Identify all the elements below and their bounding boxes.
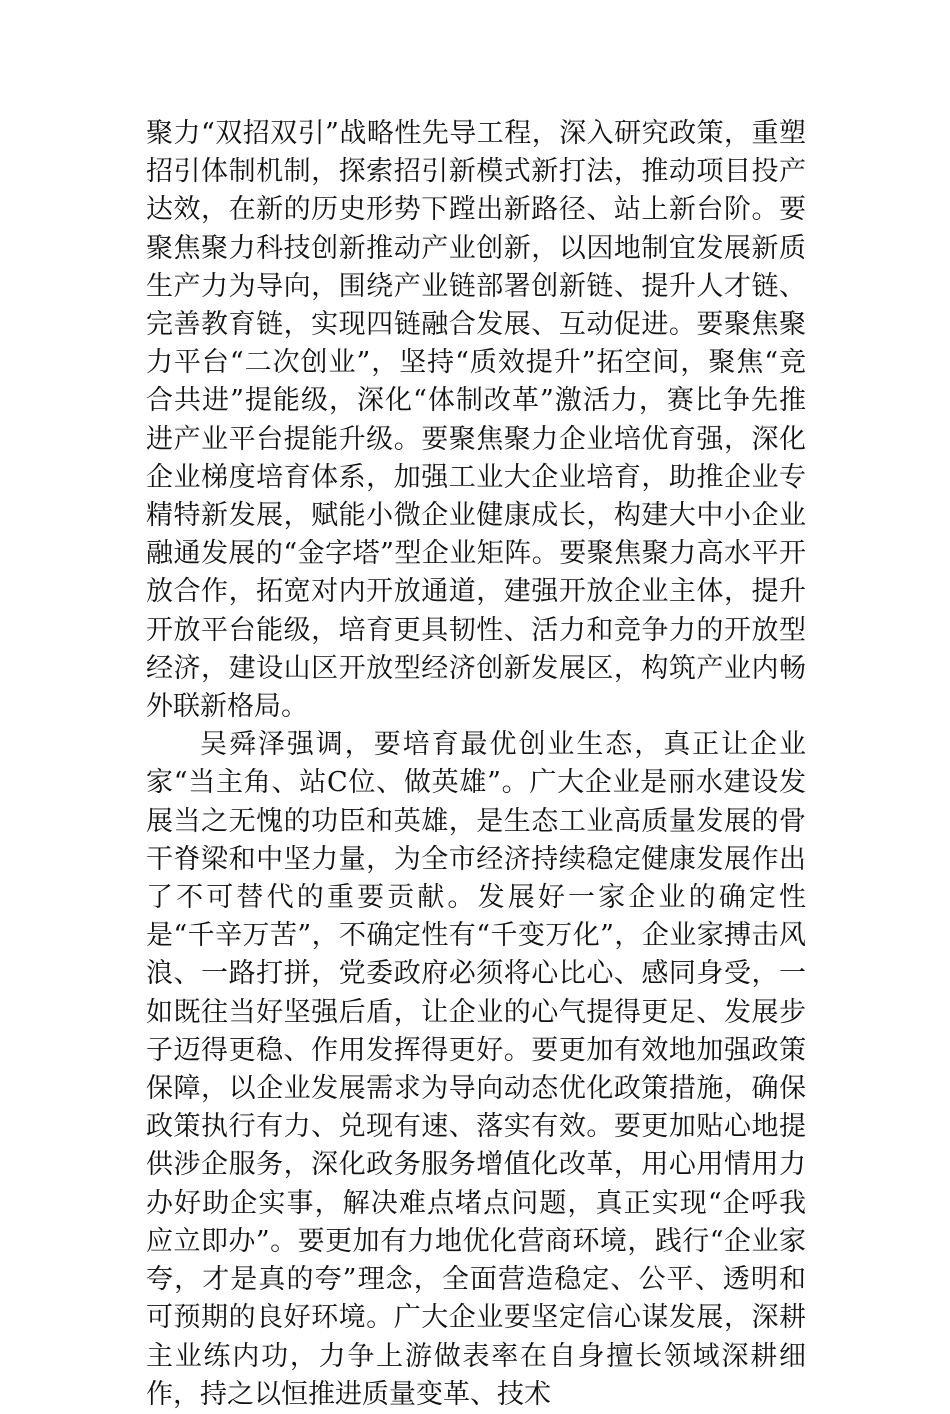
- paragraph-continued: 聚力“双招双引”战略性先导工程，深入研究政策，重塑招引体制机制，探索招引新模式新打法，推动项目投产达效，在新的历史形势下蹚出新路径、站上新台阶。要聚焦聚力科技创新推动产业创新，以因地制宜发展新质生产力为导向，围绕产业链部署创新链、提升人才链、完善教育链，实现四链融合发展、互动促进。要聚焦聚力平台“二次创业”，坚持“质效提升”拓空间，聚焦“竞合共进”提能级，深化“体制改革”激活力，赛比争先推进产业平台提能升级。要聚焦聚力企业培优育强，深化企业梯度培育体系，加强工业大企业培育，助推企业专精特新发展，赋能小微企业健康成长，构建大中小企业融通发展的“金字塔”型企业矩阵。要聚焦聚力高水平开放合作，拓宽对内开放通道，建强开放企业主体，提升开放平台能级，培育更具韧性、活力和竞争力的开放型经济，建设山区开放型经济创新发展区，构筑产业内畅外联新格局。: [146, 118, 806, 723]
- paragraph: 吴舜泽强调，要培育最优创业生态，真正让企业家“当主角、站C位、做英雄”。广大企业是丽水建设发展当之无愧的功臣和英雄，是生态工业高质量发展的骨干脊梁和中坚力量，为全市经济持续稳定健康发展作出了不可替代的重要贡献。发展好一家企业的确定性是“千辛万苦”，不确定性有“千变万化”，企业家搏击风浪、一路打拼，党委政府必须将心比心、感同身受，一如既往当好坚强后盾，让企业的心气提得更足、发展步子迈得更稳、作用发挥得更好。要更加有效地加强政策保障，以企业发展需求为导向动态优化政策措施，确保政策执行有力、兑现有速、落实有效。要更加贴心地提供涉企服务，深化政务服务增值化改革，用心用情用力办好助企实事，解决难点堵点问题，真正实现“企呼我应立即办”。要更加有力地优化营商环境，践行“企业家夸，才是真的夸”理念，全面营造稳定、公平、透明和可预期的良好环境。广大企业要坚定信心谋发展，深耕主业练内功，力争上游做表率在自身擅长领域深耕细作，持之以恒推进质量变革、技术: [146, 729, 806, 1410]
- document-page: [146, 115, 806, 1414]
